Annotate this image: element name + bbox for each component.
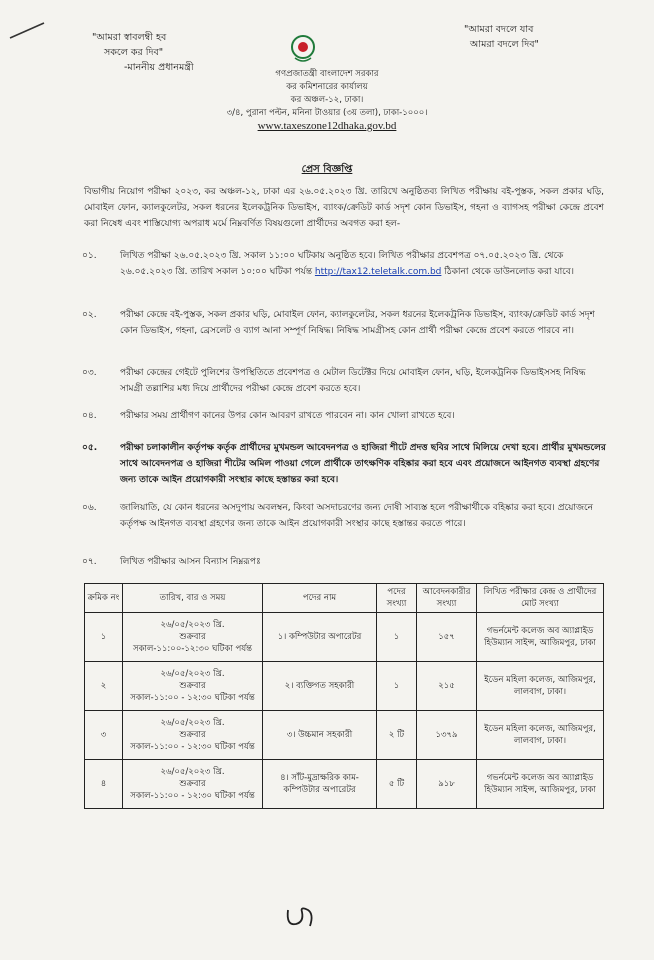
cell-post-name: ৩। উচ্চমান সহকারী [263,711,377,760]
cell-date: ২৬/০৫/২০২৩ খ্রি. [160,718,225,728]
item-number: ০৭. [82,557,97,567]
list-item-06 [82,500,606,532]
cell-serial: ৩ [85,711,123,760]
item-07-text: লিখিত পরীক্ষার আসন বিন্যাস নিম্নরূপঃ [120,557,261,567]
left-quote-line1: "আমরা স্বাবলম্বী হব [92,32,167,43]
cell-serial: ৪ [85,760,123,809]
item-number: ০৬. [82,503,97,513]
cell-day: শুক্রবার [179,681,206,691]
cell-date-time [123,711,263,760]
intro-paragraph: বিভাগীয় নিয়োগ পরীক্ষা ২০২৩, কর অঞ্চল-১২, ঢাকা এর ২৬.০৫.২০২৩ খ্রি. তারিখে অনুষ্ঠিতব্য লিখিত পরীক্ষায় বই-পুস্তক, সকল প্রকার ঘড়ি, মোবাইল ফোন, ক্যালকুলেটর, সকল ধরনের ইলেকট্রনিক ডিভাইস, ব্যাংক/ক্রেডিট কার্ড সদৃশ কোন ডিভাইস, গহনা ও ব্যাগসহ পরীক্ষা কেন্দ্রে প্রবেশ করা নিষেধ এবং শাস্তিযোগ্য অপরাধ মর্মে নিম্নবর্ণিত বিষয়গুলো প্রার্থীদের অবগত করা হল- [84,187,604,229]
list-item-07 [82,554,606,570]
left-quote-line2: সকলে কর দিব" [104,47,164,58]
cell-time: সকাল-১১:০০ - ১২:৩০ ঘটিকা পর্যন্ত [130,791,255,801]
table-row [85,662,604,711]
cell-day: শুক্রবার [179,632,206,642]
list-item-01 [82,248,606,280]
government-emblem-icon [290,34,316,64]
cell-applicant-count: ২১৫ [417,662,477,711]
cell-post-name: ৪। সাঁট-মুদ্রাক্ষরিক কাম-কম্পিউটার অপারেটর [263,760,377,809]
cell-day: শুক্রবার [179,779,206,789]
col-header-post-count: পদের সংখ্যা [377,584,417,613]
pen-mark [8,20,48,42]
header-line1: গণপ্রজাতন্ত্রী বাংলাদেশ সরকার [275,69,379,79]
col-header-post-name: পদের নাম [263,584,377,613]
cell-applicant-count: ১৫৭ [417,613,477,662]
cell-time: সকাল-১১:০০ - ১২:৩০ ঘটিকা পর্যন্ত [130,742,255,752]
right-quote-line1: "আমরা বদলে যাব [464,24,534,35]
list-item-04 [82,408,606,424]
cell-date-time [123,662,263,711]
teletalk-link[interactable]: http://tax12.teletalk.com.bd [314,267,442,277]
cell-exam-center: ইডেন মহিলা কলেজ, আজিমপুর, লালবাগ, ঢাকা। [477,711,604,760]
item-04-text: পরীক্ষার সময় প্রার্থীগণ কানের উপর কোন আবরণ রাখতে পারবেন না। কান খোলা রাখতে হবে। [120,411,455,421]
list-item-05 [82,440,606,488]
header-address: ৩/৪, পুরানা পল্টন, মনিনা টাওয়ার (৩য় তলা), ঢাকা-১০০০। [226,108,428,118]
col-header-exam-center: লিখিত পরীক্ষার কেন্দ্র ও প্রার্থীদের মোট সংখ্যা [477,584,604,613]
table-row [85,613,604,662]
cell-date: ২৬/০৫/২০২৩ খ্রি. [160,669,225,679]
cell-post-name: ১। কম্পিউটার অপারেটর [263,613,377,662]
header-line2: কর কমিশনারের কার্যালয় [286,82,368,92]
cell-post-count: ২ টি [377,711,417,760]
item-number: ০৫. [82,443,98,453]
item-number: ০১. [82,251,97,261]
item-03-text: পরীক্ষা কেন্দ্রের গেইটে পুলিশের উপস্থিতিতে প্রবেশপত্র ও মেটাল ডিটেক্টর দিয়ে মোবাইল ফোন, ঘড়ি, ইলেকট্রনিক ডিভাইসসহ নিষিদ্ধ সামগ্রী তল্লাশির মধ্য দিয়ে প্রার্থীদের পরীক্ষা কেন্দ্রে প্রবেশ করতে হবে। [120,368,586,394]
cell-applicant-count: ১৩৭৯ [417,711,477,760]
seating-table [84,583,604,809]
header-website-link[interactable]: www.taxeszone12dhaka.gov.bd [257,120,397,132]
cell-exam-center: গভর্নমেন্ট কলেজ অব অ্যাপ্লাইড হিউম্যান সাইন্স, আজিমপুর, ঢাকা [477,613,604,662]
cell-time: সকাল-১১:০০-১২:৩০ ঘটিকা পর্যন্ত [132,644,253,654]
item-number: ০৩. [82,368,97,378]
item-01-text-before: লিখিত পরীক্ষা ২৬.০৫.২০২৩ খ্রি. সকাল ১১:০০ ঘটিকায় অনুষ্ঠিত হবে। লিখিত পরীক্ষার প্রবেশপত্র ০৭.০৫.২০২৩ খ্রি. থেকে ২৬.০৫.২০২৩ খ্রি. তারিখ সকাল ১০:০০ ঘটিকা পর্যন্ত [120,251,564,277]
list-item-03 [82,365,606,397]
cell-date-time [123,760,263,809]
item-01-text-after: ঠিকানা থেকে ডাউনলোড করা যাবে। [441,267,575,277]
cell-post-name: ২। ব্যক্তিগত সহকারী [263,662,377,711]
signature-scribble [282,902,322,932]
table-row [85,711,604,760]
cell-post-count: ৫ টি [377,760,417,809]
col-header-date-time: তারিখ, বার ও সময় [123,584,263,613]
cell-serial: ১ [85,613,123,662]
cell-day: শুক্রবার [179,730,206,740]
right-quote-line2: আমরা বদলে দিব" [470,39,539,50]
cell-exam-center: গভর্নমেন্ট কলেজ অব অ্যাপ্লাইড হিউম্যান সাইন্স, আজিমপুর, ঢাকা [477,760,604,809]
table-header-row [85,584,604,613]
cell-date: ২৬/০৫/২০২৩ খ্রি. [160,767,225,777]
table-row [85,760,604,809]
office-header [160,68,494,133]
page-title: প্রেস বিজ্ঞপ্তি [301,164,353,175]
cell-time: সকাল-১১:০০ - ১২:৩০ ঘটিকা পর্যন্ত [130,693,255,703]
cell-post-count: ১ [377,613,417,662]
cell-serial: ২ [85,662,123,711]
left-quote-attribution: -মাননীয় প্রধানমন্ত্রী [124,62,194,73]
item-06-text: জালিয়াতি, যে কোন ধরনের অসদুপায় অবলম্বন, কিংবা অসদাচরণের জন্য দোষী সাব্যস্ত হলে পরীক্ষার্থীকে বহিষ্কার করা হবে। প্রয়োজনে কর্তৃপক্ষ আইনগত ব্যবস্থা গ্রহণের জন্য তাকে আইন প্রয়োগকারী সংস্থার কাছে হস্তান্তর করতে পারে। [120,503,594,529]
item-number: ০৪. [82,411,97,421]
list-item-02 [82,307,606,339]
header-line3: কর অঞ্চল-১২, ঢাকা। [290,95,364,105]
cell-date: ২৬/০৫/২০২৩ খ্রি. [160,620,225,630]
item-02-text: পরীক্ষা কেন্দ্রে বই-পুস্তক, সকল প্রকার ঘড়ি, মোবাইল ফোন, ক্যালকুলেটর, সকল ধরনের ইলেকট্রনিক ডিভাইস, ব্যাংক/ক্রেডিট কার্ড সদৃশ কোন ডিভাইস, গহনা, ব্রেসলেট ও ব্যাগ আনা সম্পূর্ণ নিষিদ্ধ। নিষিদ্ধ সামগ্রীসহ কোন প্রার্থী পরীক্ষা কেন্দ্রে প্রবেশ করতে পারবে না। [120,310,595,336]
cell-exam-center: ইডেন মহিলা কলেজ, আজিমপুর, লালবাগ, ঢাকা। [477,662,604,711]
cell-applicant-count: ৯১৮ [417,760,477,809]
cell-date-time [123,613,263,662]
col-header-applicant-count: আবেদনকারীর সংখ্যা [417,584,477,613]
col-header-serial: ক্রমিক নং [85,584,123,613]
item-number: ০২. [82,310,97,320]
item-05-text: পরীক্ষা চলাকালীন কর্তৃপক্ষ কর্তৃক প্রার্থীদের মুখমন্ডল আবেদনপত্র ও হাজিরা শীটে প্রদত্ত ছবির সাথে মিলিয়ে দেখা হবে। প্রার্থীর মুখমন্ডলের সাথে আবেদনপত্র ও হাজিরা শীটের অমিল পাওয়া গেলে প্রার্থীকে তাৎক্ষণিক বহিষ্কার করা হবে এবং প্রয়োজনে আইনগত ব্যবস্থা গ্রহণের জন্য তাকে আইন প্রয়োগকারী সংস্থার কাছে হস্তান্তর করা হবে। [120,443,606,485]
cell-post-count: ১ [377,662,417,711]
right-quote [464,22,614,52]
